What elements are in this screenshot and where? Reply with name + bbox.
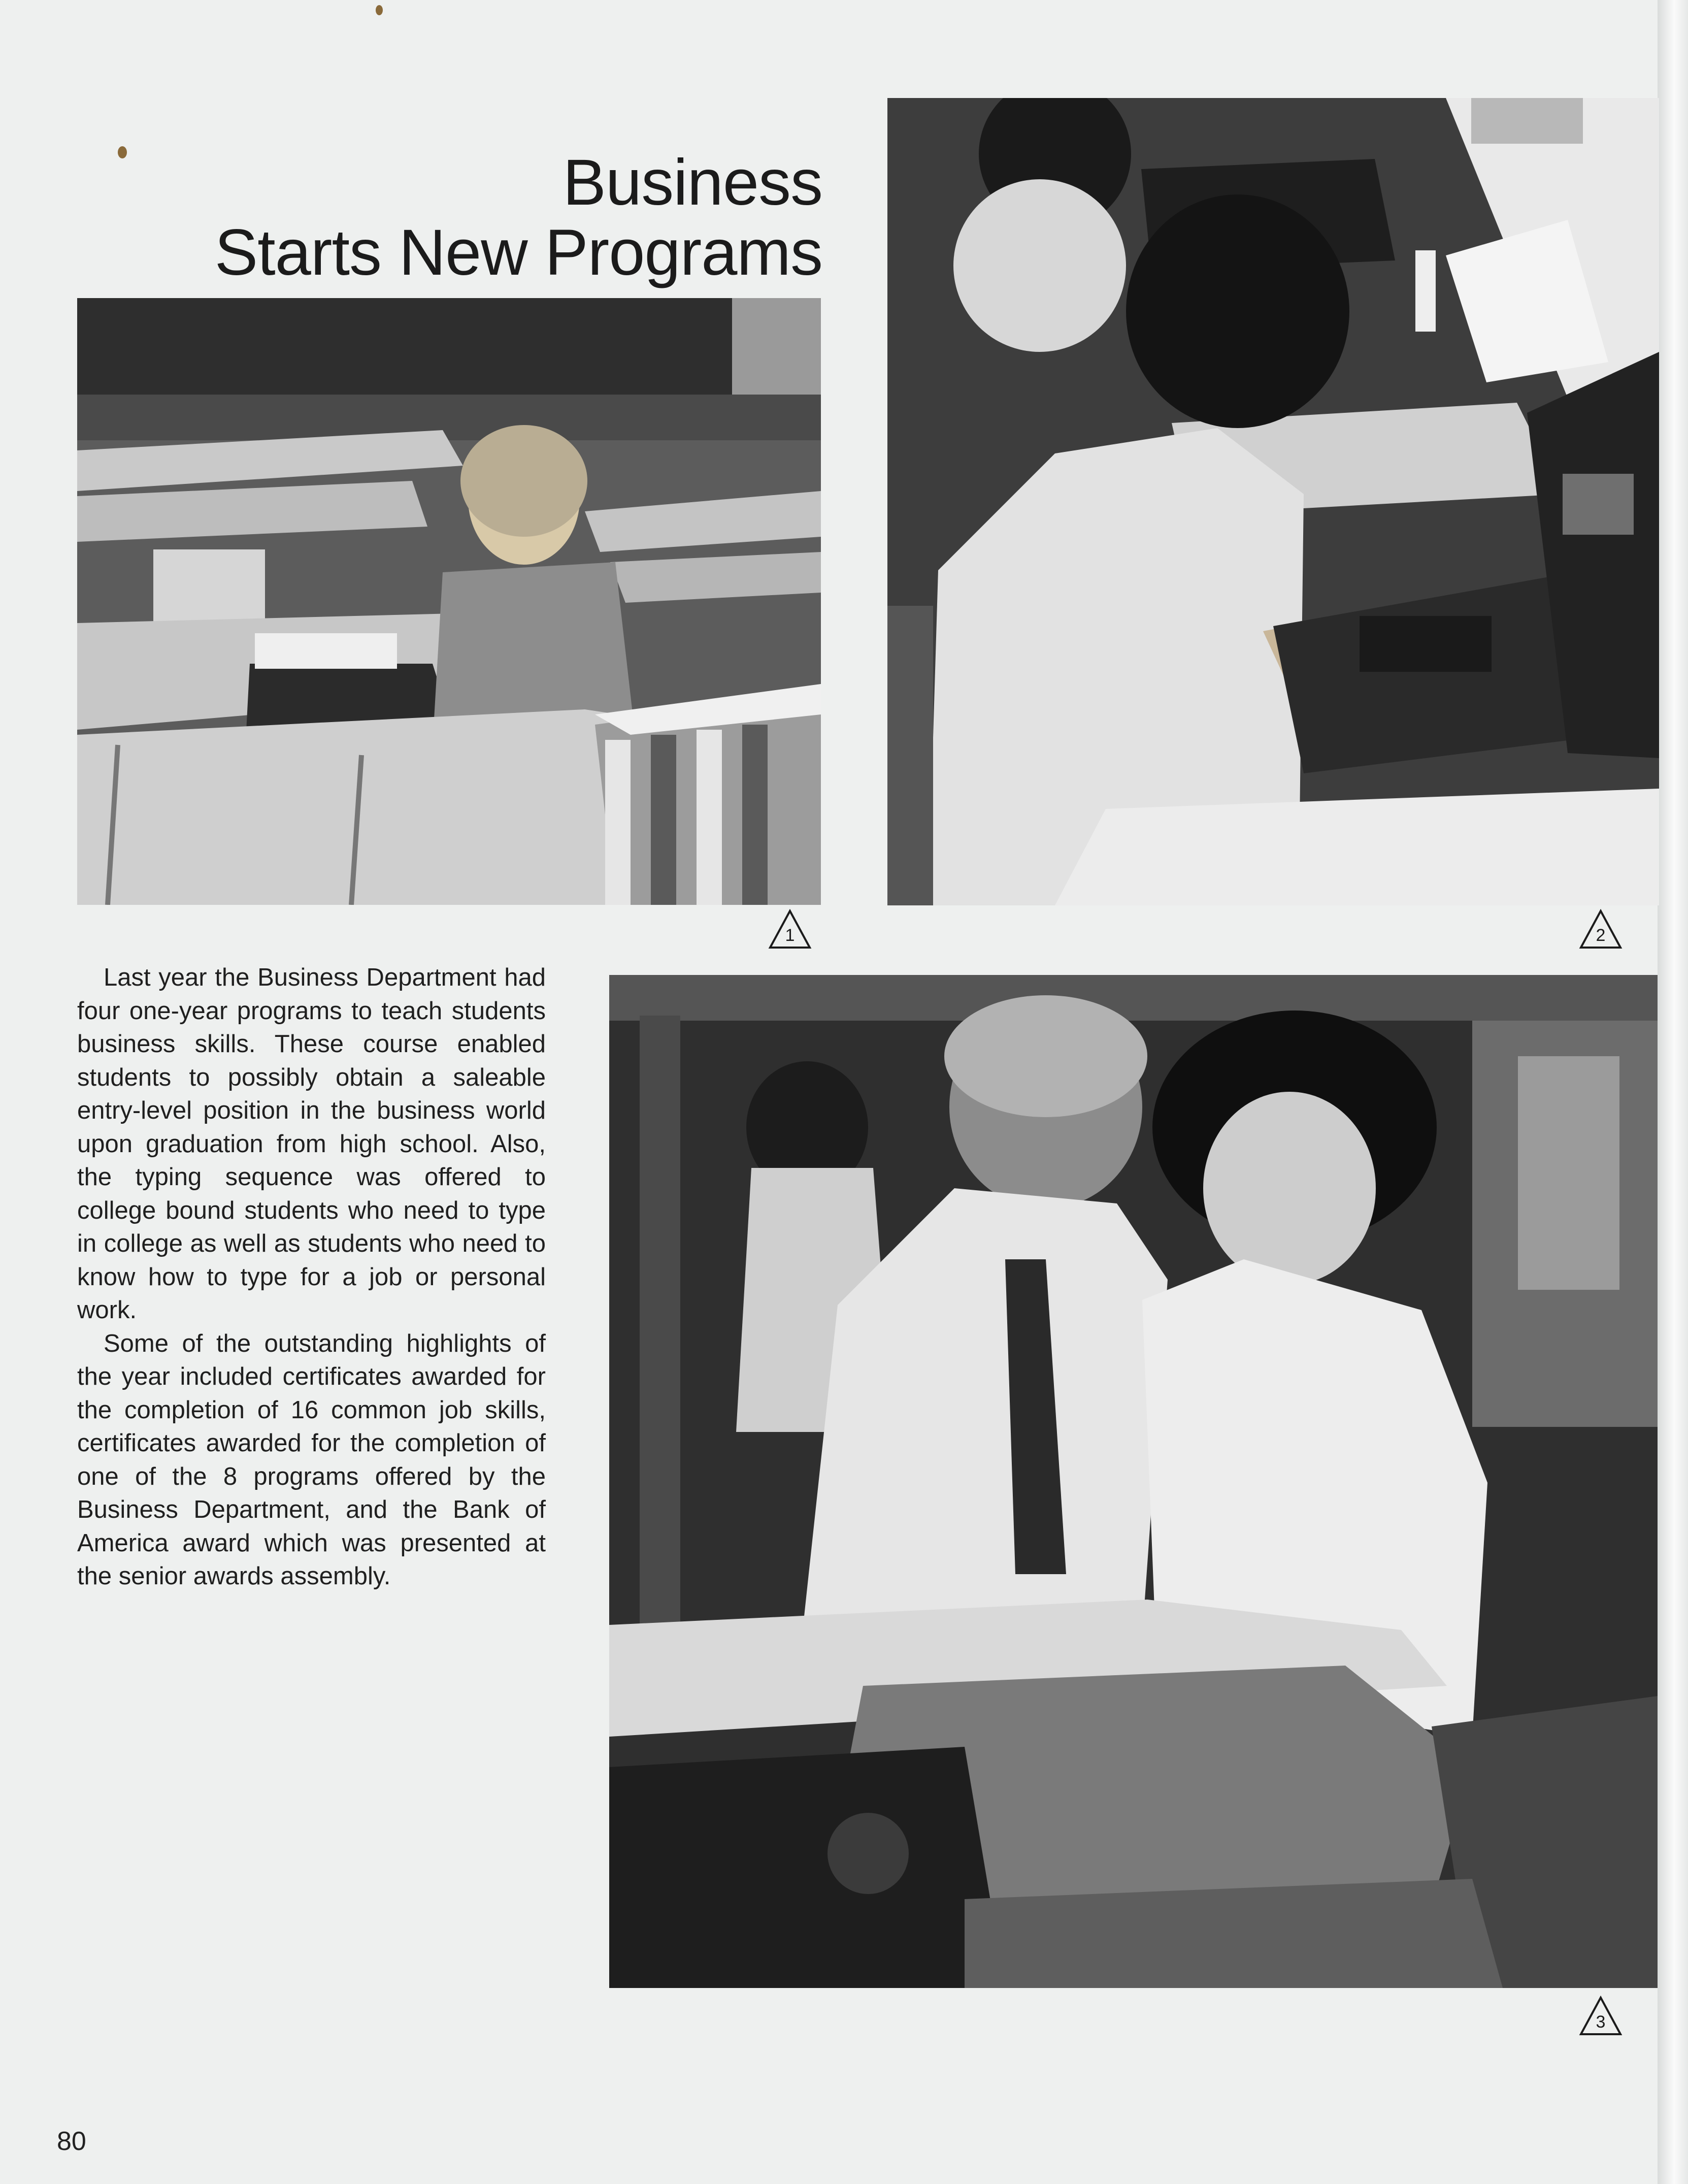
photo-students-typing-row xyxy=(887,98,1659,905)
article-paragraph-2: Some of the outstanding highlights of the year included certificates awarded for the completion of 16 common job skills, certificates awarded for the completion of one of the 8 programs offered by the Business Department, and the Bank of America award which was presented at the senior awards assembly. xyxy=(77,1329,546,1590)
photo-teacher-helping-student xyxy=(609,975,1658,1988)
page-title xyxy=(215,148,822,288)
photo-marker-2 xyxy=(1579,909,1623,950)
photo-marker-number: 2 xyxy=(1596,926,1606,945)
page-edge xyxy=(1658,0,1688,2184)
title-line-1: Business xyxy=(562,146,822,219)
article-paragraph-1: Last year the Business Department had four one-year programs to teach students business skills. These course enabled students to possibly obtain a saleable entry-level position in the business world upon graduation from high school. Also, the typing sequence was offered to college bound students who need to type in college as well as students who need to know how to type for a job or personal work. xyxy=(77,964,546,1324)
photo-student-typing-classroom xyxy=(77,298,821,905)
photo-marker-number: 1 xyxy=(785,926,795,945)
article-body xyxy=(77,961,546,1593)
photo-marker-number: 3 xyxy=(1596,2012,1606,2032)
paper-speck xyxy=(118,146,127,158)
photo-marker-1 xyxy=(768,909,812,950)
page-number: 80 xyxy=(57,2127,86,2156)
paper-speck xyxy=(376,5,383,15)
photo-marker-3 xyxy=(1579,1996,1623,2036)
title-line-2: Starts New Programs xyxy=(214,216,822,289)
